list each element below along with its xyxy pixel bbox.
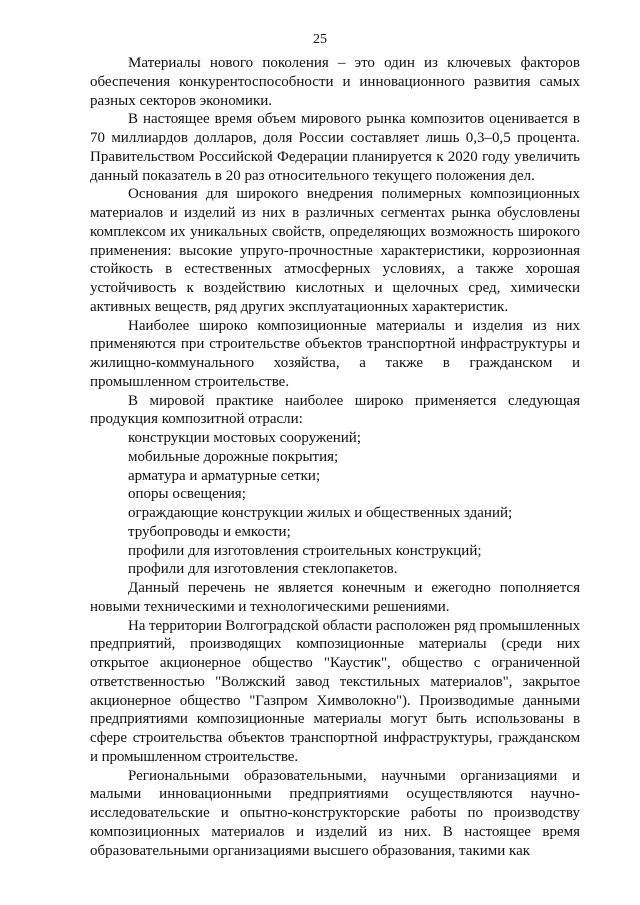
product-list <box>90 429 580 579</box>
list-item: ограждающие конструкции жилых и общественных зданий; <box>128 505 513 521</box>
list-item: профили для изготовления стеклопакетов. <box>128 561 398 578</box>
paragraph: В настоящее время объем мирового рынка композитов оценивается в 70 миллиардов долларов, доля России составляет лишь 0,3–0,5 процента. Правительством Российской Федерации планируется к 2020 году увеличить данный показатель в 20 раз относительного текущего положения дел. <box>90 111 580 184</box>
list-item: арматура и арматурные сетки; <box>128 467 321 484</box>
paragraph: Материалы нового поколения – это один из ключевых факторов обеспечения конкурентоспособности и инновационного развития самых разных секторов экономики. <box>90 55 580 109</box>
document-body <box>90 54 580 860</box>
list-item: трубопроводы и емкости; <box>128 523 291 540</box>
paragraph: На территории Волгоградской области расположен ряд промышленных предприятий, производящих композиционные материалы (среди них открытое акционерное общество "Каустик", общество с ограниченной ответственностью "Волжский завод текстильных материалов", закрытое акционерное общество "Газпром Химволокно"). Производимые данными предприятиями композиционные материалы могут быть использованы в сфере строительства объектов транспортной инфраструктуры, гражданском и промышленном строительстве. <box>90 617 580 765</box>
paragraph: В мировой практике наиболее широко применяется следующая продукция композитной отрасли: <box>90 392 580 428</box>
list-item: мобильные дорожные покрытия; <box>128 448 339 465</box>
page-number: 25 <box>313 32 327 47</box>
list-item: опоры освещения; <box>128 486 246 503</box>
paragraph: Региональными образовательными, научными организациями и малыми инновационными предприятиями осуществляются научно-исследовательские и опытно-конструкторские работы по производству композиционных материалов и изделий из них. В настоящее время образовательными организациями высшего образования, такими как <box>90 767 580 859</box>
paragraph: Данный перечень не является конечным и ежегодно пополняется новыми техническими и технологическими решениями. <box>90 580 580 615</box>
paragraph: Наиболее широко композиционные материалы и изделия из них применяются при строительстве объектов транспортной инфраструктуры и жилищно-коммунального хозяйства, а также в гражданском и промышленном строительстве. <box>90 317 580 390</box>
paragraph: Основания для широкого внедрения полимерных композиционных материалов и изделий из них в различных сегментах рынка обусловлены комплексом их уникальных свойств, определяющих возможность широкого применения: высокие упруго-прочностные характеристики, коррозионная стойкость в естественных атмосферных условиях, а также хорошая устойчивость к воздействию кислотных и щелочных сред, химически активных веществ, ряд других эксплуатационных характеристик. <box>90 186 580 315</box>
list-item: профили для изготовления строительных конструкций; <box>128 542 482 559</box>
list-item: конструкции мостовых сооружений; <box>128 430 361 446</box>
